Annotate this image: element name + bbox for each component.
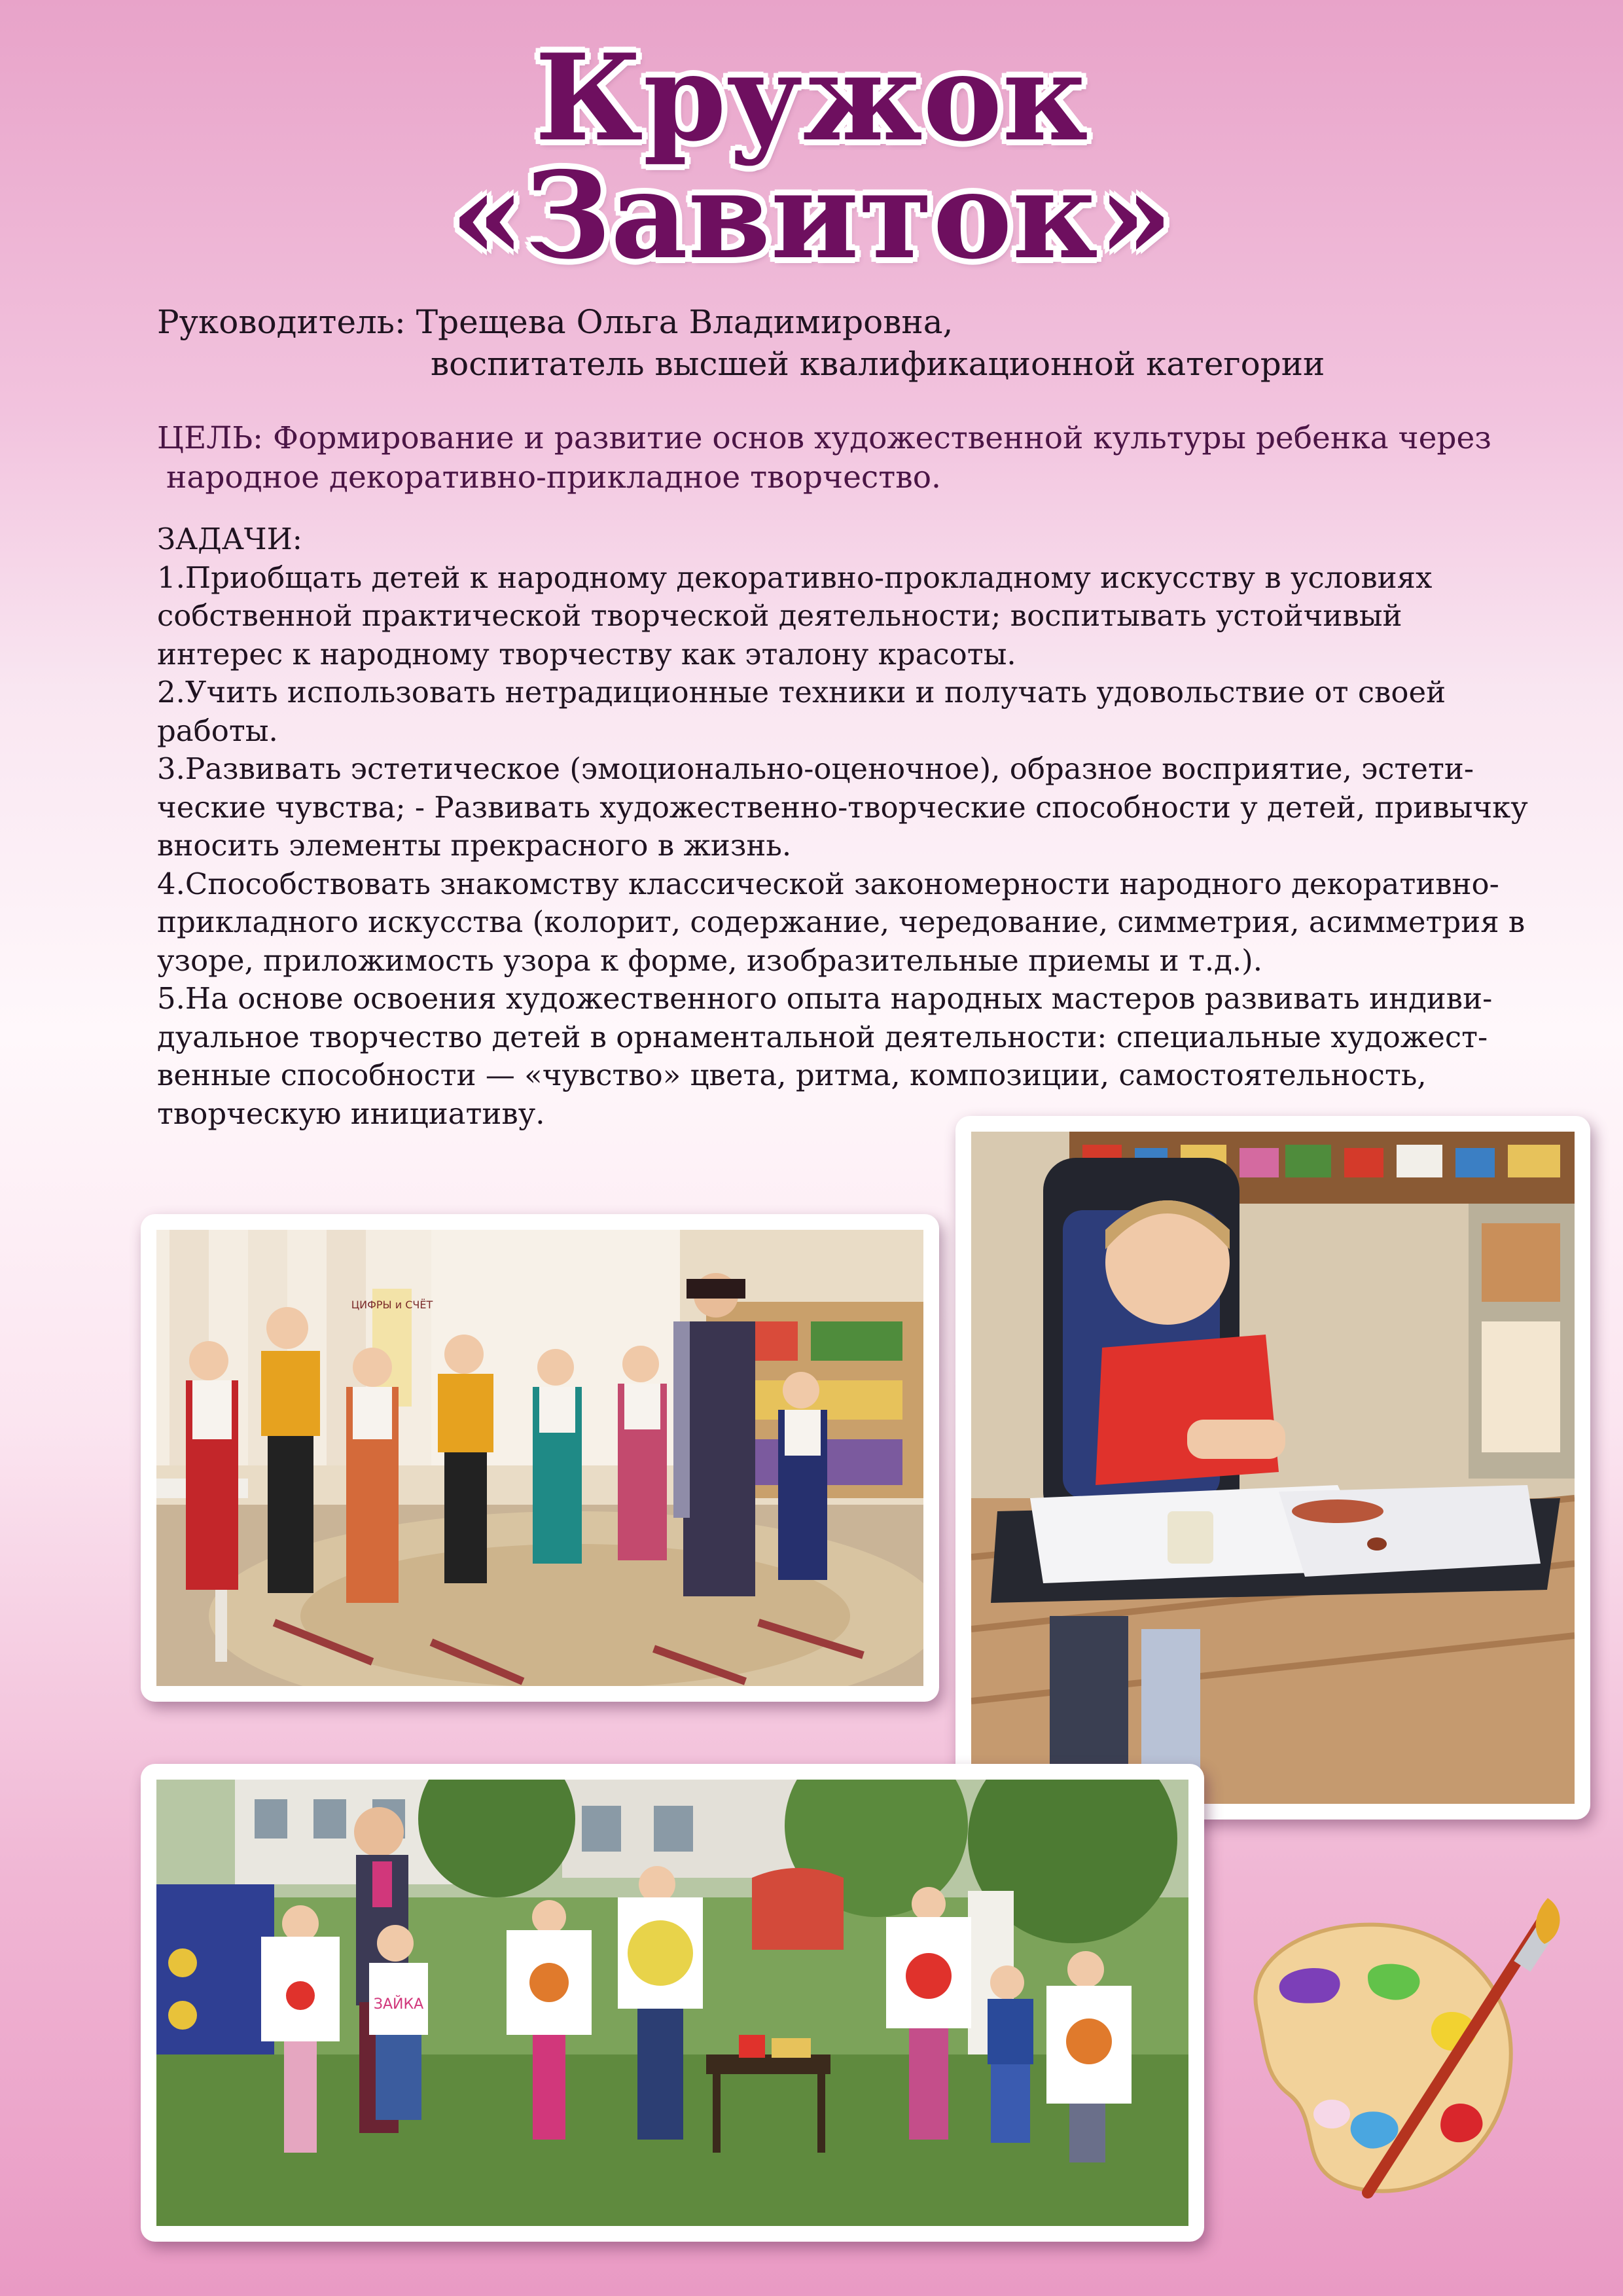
task-line: вносить элементы прекрасного в жизнь. bbox=[157, 828, 792, 863]
leader-line-1: Руководитель: Трещева Ольга Владимировна, bbox=[157, 303, 954, 341]
photo-clay-modeling bbox=[955, 1116, 1590, 1820]
task-line: работы. bbox=[157, 713, 278, 748]
photo-folk-costumes-image bbox=[156, 1230, 923, 1686]
palette-thumb-hole bbox=[1313, 2100, 1350, 2128]
paintbrush-bristles bbox=[1536, 1898, 1560, 1944]
task-line: собственной практической творческой деятельности; воспитывать устойчивый bbox=[157, 598, 1402, 633]
task-line: венные способности — «чувство» цвета, ритма, композиции, самостоятельность, bbox=[157, 1058, 1427, 1092]
task-line: творческую инициативу. bbox=[157, 1096, 545, 1131]
tasks-heading: ЗАДАЧИ: bbox=[157, 522, 302, 556]
leader-line-2: воспитатель высшей квалификационной категории bbox=[431, 345, 1325, 383]
goal-line-2: народное декоративно-прикладное творчество. bbox=[166, 459, 941, 495]
task-line: интерес к народному творчеству как эталону красоты. bbox=[157, 636, 1016, 672]
task-line: 5.На основе освоения художественного опыта народных мастеров развивать индиви- bbox=[157, 981, 1493, 1016]
tasks-block bbox=[157, 520, 1551, 1133]
task-line: 2.Учить использовать нетрадиционные техники и получать удовольствие от своей bbox=[157, 675, 1446, 709]
palette-brush-illustration bbox=[1217, 1898, 1584, 2212]
number-chart-text: ЦИФРЫ и СЧЁТ bbox=[351, 1299, 433, 1311]
task-line: узоре, приложимость узора к форме, изобразительные приемы и т.д.). bbox=[157, 942, 1263, 978]
zaika-shirt-text: ЗАЙКА bbox=[373, 1996, 424, 2013]
photo-clay-modeling-image bbox=[971, 1132, 1575, 1804]
photo-outdoor-drawings bbox=[141, 1764, 1204, 2242]
goal-line-1: ЦЕЛЬ: Формирование и развитие основ художественной культуры ребенка через bbox=[157, 420, 1491, 456]
task-line: дуальное творчество детей в орнаментальной деятельности: специальные художест- bbox=[157, 1019, 1488, 1054]
leader-block bbox=[157, 301, 1325, 385]
task-line: 4.Способствовать знакомству классической закономерности народного декоративно- bbox=[157, 866, 1499, 901]
task-line: 3.Развивать эстетическое (эмоционально-оценочное), образное восприятие, эстети- bbox=[157, 751, 1474, 786]
photo-outdoor-drawings-image bbox=[156, 1780, 1188, 2226]
goal-block bbox=[157, 419, 1518, 497]
title-line-2: «Завиток» bbox=[450, 145, 1173, 285]
task-line: ческие чувства; - Развивать художественно-творческие способности у детей, привычку bbox=[157, 789, 1528, 825]
photo-folk-costumes bbox=[141, 1214, 939, 1702]
task-line: 1.Приобщать детей к народному декоративно-прокладному искусству в условиях bbox=[157, 560, 1433, 595]
title-line-1: Кружок bbox=[535, 27, 1088, 168]
task-line: прикладного искусства (колорит, содержание, чередование, симметрия, асимметрия в bbox=[157, 905, 1525, 939]
